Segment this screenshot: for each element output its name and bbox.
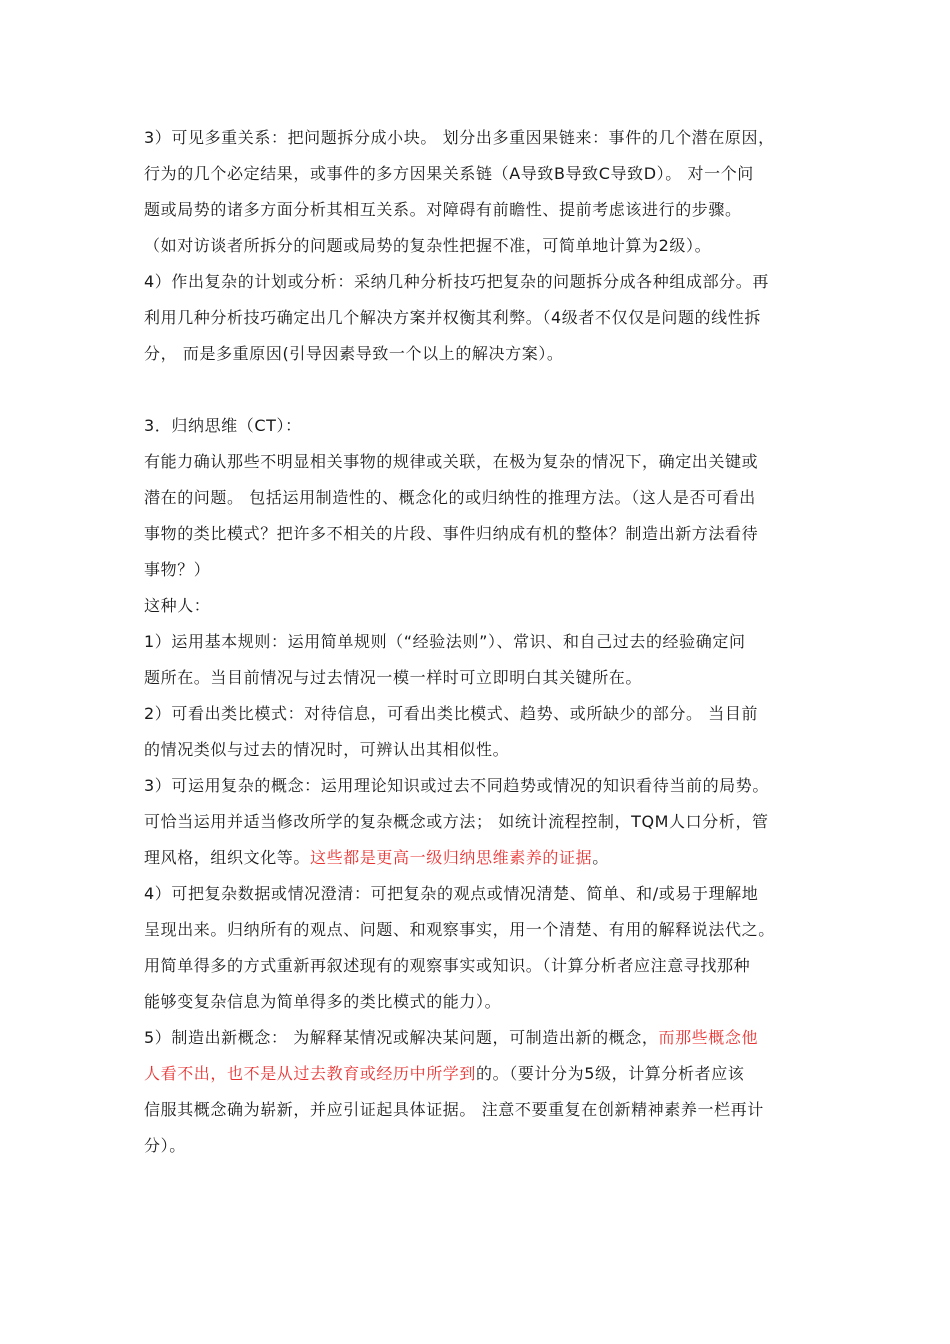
text-line: 可恰当运用并适当修改所学的复杂概念或方法； 如统计流程控制，TQM人口分析，管 <box>144 812 769 831</box>
text-line: 利用几种分析技巧确定出几个解决方案并权衡其利弊。（4级者不仅仅是问题的线性拆 <box>144 308 761 327</box>
section-heading: 3．归纳思维（CT）： <box>144 416 302 435</box>
text-line: 行为的几个必定结果，或事件的多方因果关系链（A导致B导致C导致D）。 对一个问 <box>144 164 754 183</box>
text-line: 4）可把复杂数据或情况澄清：可把复杂的观点或情况清楚、简单、和/或易于理解地 <box>144 884 759 903</box>
text-line-with-highlight <box>144 1020 824 1056</box>
text-line: 信服其概念确为崭新，并应引证起具体证据。 注意不要重复在创新精神素养一栏再计 <box>144 1100 764 1119</box>
text-line: 2）可看出类比模式：对待信息，可看出类比模式、趋势、或所缺少的部分。 当目前 <box>144 704 759 723</box>
text-line: 3）可见多重关系：把问题拆分成小块。 划分出多重因果链来：事件的几个潜在原因， <box>144 128 775 147</box>
text-line: 这种人： <box>144 596 211 615</box>
text-line: 呈现出来。归纳所有的观点、问题、和观察事实，用一个清楚、有用的解释说法代之。 <box>144 920 775 939</box>
highlighted-text: 而那些概念他 <box>658 1028 759 1047</box>
text-line: （如对访谈者所拆分的问题或局势的复杂性把握不准，可简单地计算为2级）。 <box>144 236 712 255</box>
text-line: 题或局势的诸多方面分析其相互关系。对障碍有前瞻性、提前考虑该进行的步骤。 <box>144 200 742 219</box>
text-line-with-highlight <box>144 840 824 876</box>
text-span: 。 <box>592 848 609 867</box>
text-line: 3）可运用复杂的概念：运用理论知识或过去不同趋势或情况的知识看待当前的局势。 <box>144 776 769 795</box>
text-line: 1）运用基本规则：运用简单规则（“经验法则”）、常识、和自己过去的经验确定问 <box>144 632 746 651</box>
text-line: 分， 而是多重原因(引导因素导致一个以上的解决方案）。 <box>144 344 564 363</box>
text-line: 有能力确认那些不明显相关事物的规律或关联，在极为复杂的情况下，确定出关键或 <box>144 452 759 471</box>
text-line: 潜在的问题。 包括运用制造性的、概念化的或归纳性的推理方法。（这人是否可看出 <box>144 488 756 507</box>
text-span: 5）制造出新概念： 为解释某情况或解决某问题，可制造出新的概念， <box>144 1028 659 1047</box>
text-line: 的情况类似与过去的情况时，可辨认出其相似性。 <box>144 740 510 759</box>
text-line: 用简单得多的方式重新再叙述现有的观察事实或知识。（计算分析者应注意寻找那种 <box>144 956 751 975</box>
highlighted-text: 这些都是更高一级归纳思维素养的证据 <box>310 848 593 867</box>
text-line: 4）作出复杂的计划或分析：采纳几种分析技巧把复杂的问题拆分成各种组成部分。再 <box>144 272 769 291</box>
paragraph-spacer <box>144 372 824 408</box>
text-line: 分）。 <box>144 1136 186 1155</box>
text-span: 理风格，组织文化等。 <box>144 848 311 867</box>
text-line: 题所在。当目前情况与过去情况一模一样时可立即明白其关键所在。 <box>144 668 643 687</box>
text-line: 事物的类比模式？把许多不相关的片段、事件归纳成有机的整体？制造出新方法看待 <box>144 524 759 543</box>
text-line: 事物？） <box>144 560 211 579</box>
highlighted-text: 人看不出，也不是从过去教育或经历中所学到 <box>144 1064 477 1083</box>
text-line-with-highlight <box>144 1056 824 1092</box>
text-line: 能够变复杂信息为简单得多的类比模式的能力）。 <box>144 992 502 1011</box>
text-span: 的。（要计分为5级，计算分析者应该 <box>476 1064 745 1083</box>
document-body <box>144 120 824 1164</box>
